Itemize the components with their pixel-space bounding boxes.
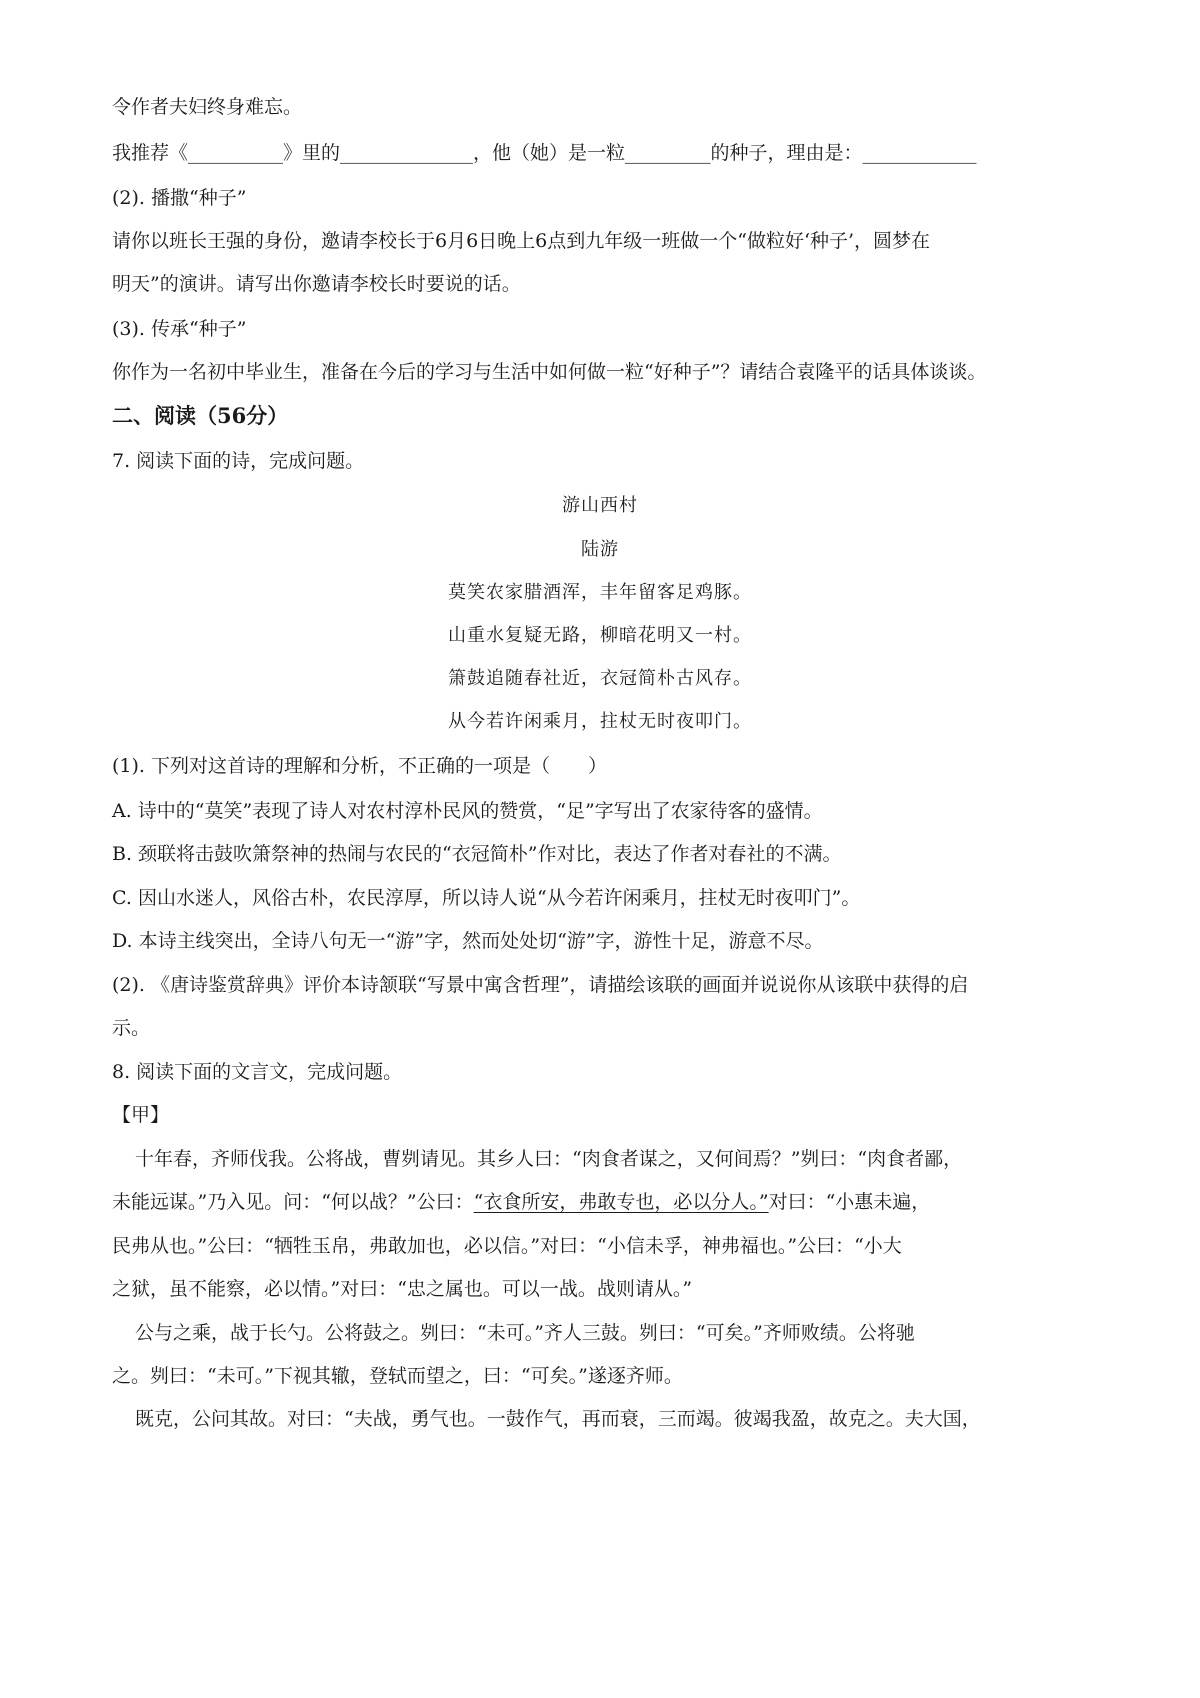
underlined-quote: “衣食所安，弗敢专也，必以分人。” [473, 1191, 769, 1213]
passage-line: 民弗从也。”公曰：“牺牲玉帛，弗敢加也，必以信。”对曰：“小信未孚，神弗福也。”公曰：“小大 [112, 1235, 902, 1257]
passage-text: 未能远谋。”乃入见。问：“何以战？”公曰： [112, 1191, 474, 1213]
section-heading: 二、阅读（56分） [112, 403, 289, 428]
passage-line: 十年春，齐师伐我。公将战，曹刿请见。其乡人曰：“肉食者谋之，又何间焉？”刿曰：“肉食者鄙， [135, 1148, 963, 1170]
text-line: 示。 [112, 1017, 151, 1039]
question-heading: (3). 传承“种子” [112, 318, 247, 340]
passage-label: 【甲】 [112, 1104, 170, 1126]
passage-line: 既克，公问其故。对曰：“夫战，勇气也。一鼓作气，再而衰，三而竭。彼竭我盈，故克之。夫大国， [135, 1408, 981, 1430]
question-prompt: 8. 阅读下面的文言文，完成问题。 [112, 1061, 403, 1083]
option-a: A. 诗中的“莫笑”表现了诗人对农村淳朴民风的赞赏，“足”字写出了农家待客的盛情。 [112, 800, 823, 822]
poem-author: 陆游 [581, 539, 619, 560]
question-heading: (2). 《唐诗鉴赏辞典》评价本诗颔联“写景中寓含哲理”，请描绘该联的画面并说说你从该联中获得的启 [112, 974, 969, 996]
option-d: D. 本诗主线突出，全诗八句无一“游”字，然而处处切“游”字，游性十足，游意不尽。 [112, 930, 824, 952]
text-line: 你作为一名初中毕业生，准备在今后的学习与生活中如何做一粒“好种子”？请结合袁隆平的话具体谈谈。 [112, 361, 987, 383]
recommend-fill-in-line: 我推荐《__________》里的______________，他（她）是一粒_________的种子，理由是：____________ [112, 142, 977, 164]
passage-line: 之。刿曰：“未可。”下视其辙，登轼而望之，曰：“可矣。”遂逐齐师。 [112, 1365, 683, 1387]
question-prompt: 7. 阅读下面的诗，完成问题。 [112, 450, 365, 472]
poem-title: 游山西村 [562, 495, 638, 516]
poem-line: 从今若许闲乘月，拄杖无时夜叩门。 [448, 711, 752, 732]
passage-line: 之狱，虽不能察，必以情。”对曰：“忠之属也。可以一战。战则请从。” [112, 1278, 693, 1300]
question-heading: (2). 播撒“种子” [112, 187, 247, 209]
passage-text: 对曰：“小惠未遍， [768, 1191, 931, 1213]
option-c: C. 因山水迷人，风俗古朴，农民淳厚，所以诗人说“从今若许闲乘月，拄杖无时夜叩门”。 [112, 887, 861, 909]
poem-line: 莫笑农家腊酒浑，丰年留客足鸡豚。 [448, 582, 752, 603]
text-line: 明天”的演讲。请写出你邀请李校长时要说的话。 [112, 273, 521, 295]
poem-line: 箫鼓追随春社近，衣冠简朴古风存。 [448, 668, 752, 689]
passage-line [112, 1187, 1102, 1217]
poem-line: 山重水复疑无路，柳暗花明又一村。 [448, 625, 752, 646]
question-heading: (1). 下列对这首诗的理解和分析，不正确的一项是（ ） [112, 755, 607, 777]
passage-line: 公与之乘，战于长勺。公将鼓之。刿曰：“未可。”齐人三鼓。刿曰：“可矣。”齐师败绩。公将驰 [135, 1322, 915, 1344]
text-line: 令作者夫妇终身难忘。 [112, 96, 303, 118]
option-b: B. 颈联将击鼓吹箫祭神的热闹与农民的“衣冠简朴”作对比，表达了作者对春社的不满。 [112, 843, 842, 865]
text-line: 请你以班长王强的身份，邀请李校长于6月6日晚上6点到九年级一班做一个“做粒好‘种子’，圆梦在 [112, 230, 931, 252]
